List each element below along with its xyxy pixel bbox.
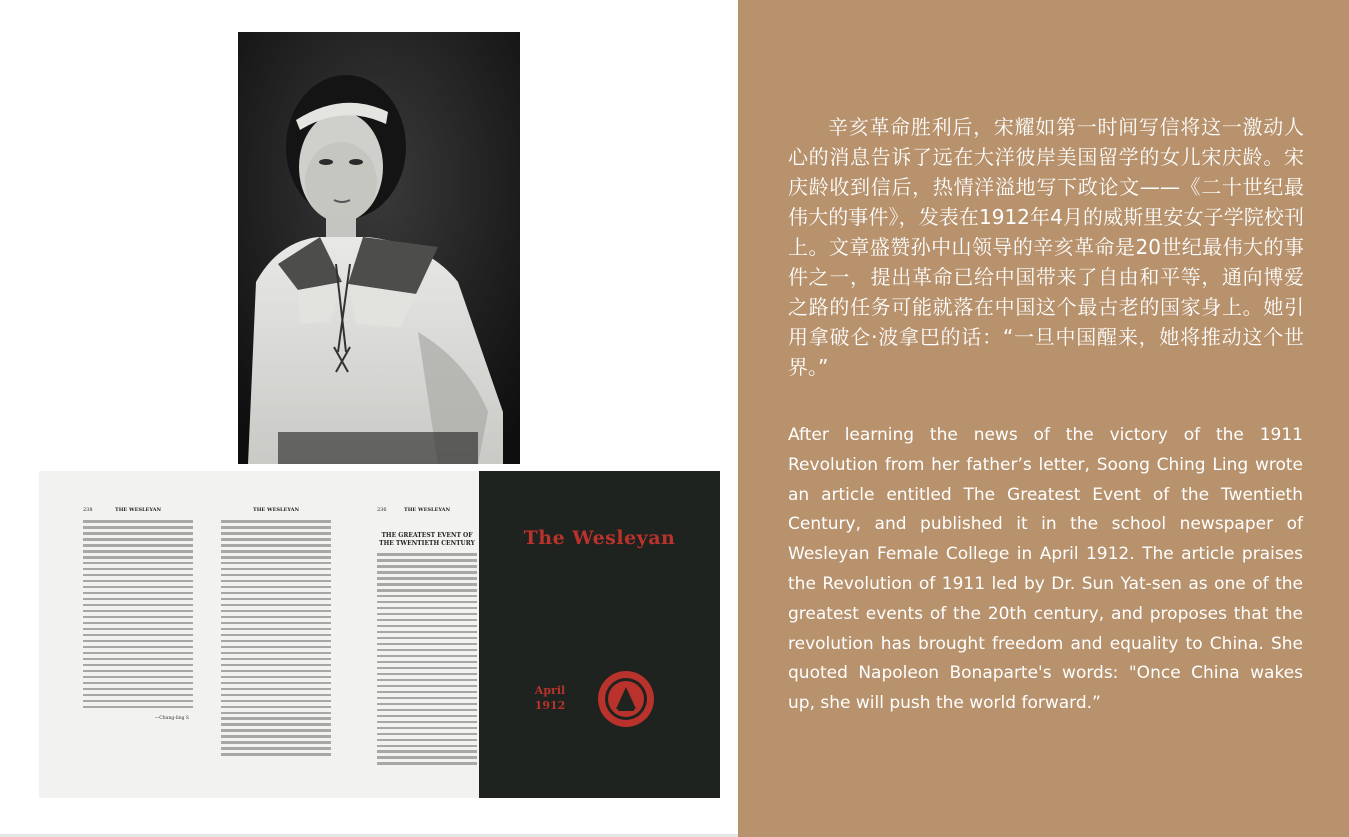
portrait-photo [238, 32, 520, 464]
cover-title: The Wesleyan [523, 527, 676, 549]
page-header-title: THE WESLEYAN [252, 507, 300, 513]
magazine-page-2 [217, 471, 335, 798]
page-header-title: THE WESLEYAN [114, 507, 162, 513]
page-text-block [221, 520, 331, 759]
college-seal-icon [596, 669, 656, 729]
cover-year: 1912 [534, 699, 566, 712]
cover-month: April [534, 684, 566, 697]
magazine-page-1 [79, 471, 197, 798]
article-title: THE GREATEST EVENT OF THE TWENTIETH CENTURY [379, 532, 475, 547]
magazine-page-3 [373, 471, 481, 798]
cover-date [525, 683, 575, 713]
page-number: 236 [377, 507, 387, 513]
page-header-title: THE WESLEYAN [403, 507, 451, 513]
page-text-block [377, 553, 477, 768]
magazine-pages [39, 471, 481, 798]
article-signature: —Chung-ling S [154, 716, 189, 721]
page-text-block [83, 520, 193, 712]
portrait-image [238, 32, 520, 464]
chinese-paragraph: 辛亥革命胜利后，宋耀如第一时间写信将这一激动人心的消息告诉了远在大洋彼岸美国留学的女儿宋庆龄。宋庆龄收到信后，热情洋溢地写下政论文——《二十世纪最伟大的事件》，发表在1912年4月的威斯里安女子学院校刊上。文章盛赞孙中山领导的辛亥革命是20世纪最伟大的事件之一，提出革命已给中国带来了自由和平等，通向博爱之路的任务可能就落在中国这个最古老的国家身上。她引用拿破仑·波拿巴的话：“一旦中国醒来，她将推动这个世界。” [788, 115, 1304, 379]
magazine-cover [479, 471, 720, 798]
english-paragraph: After learning the news of the victory of the 1911 Revolution from her father’s letter, Soong Ching Ling wrote an article entitled The Greatest Event of the Twentieth Century, and published it in the school newspaper of Wesleyan Female College in April 1912. The article praises the Revolution of 1911 led by Dr. Sun Yat-sen as one of the greatest events of the 20th century, and proposes that the revolution has brought freedom and equality to China. She quoted Napoleon Bonaparte's words: "Once China wakes up, she will push the world forward.” [788, 425, 1303, 714]
page-number: 238 [83, 507, 93, 513]
